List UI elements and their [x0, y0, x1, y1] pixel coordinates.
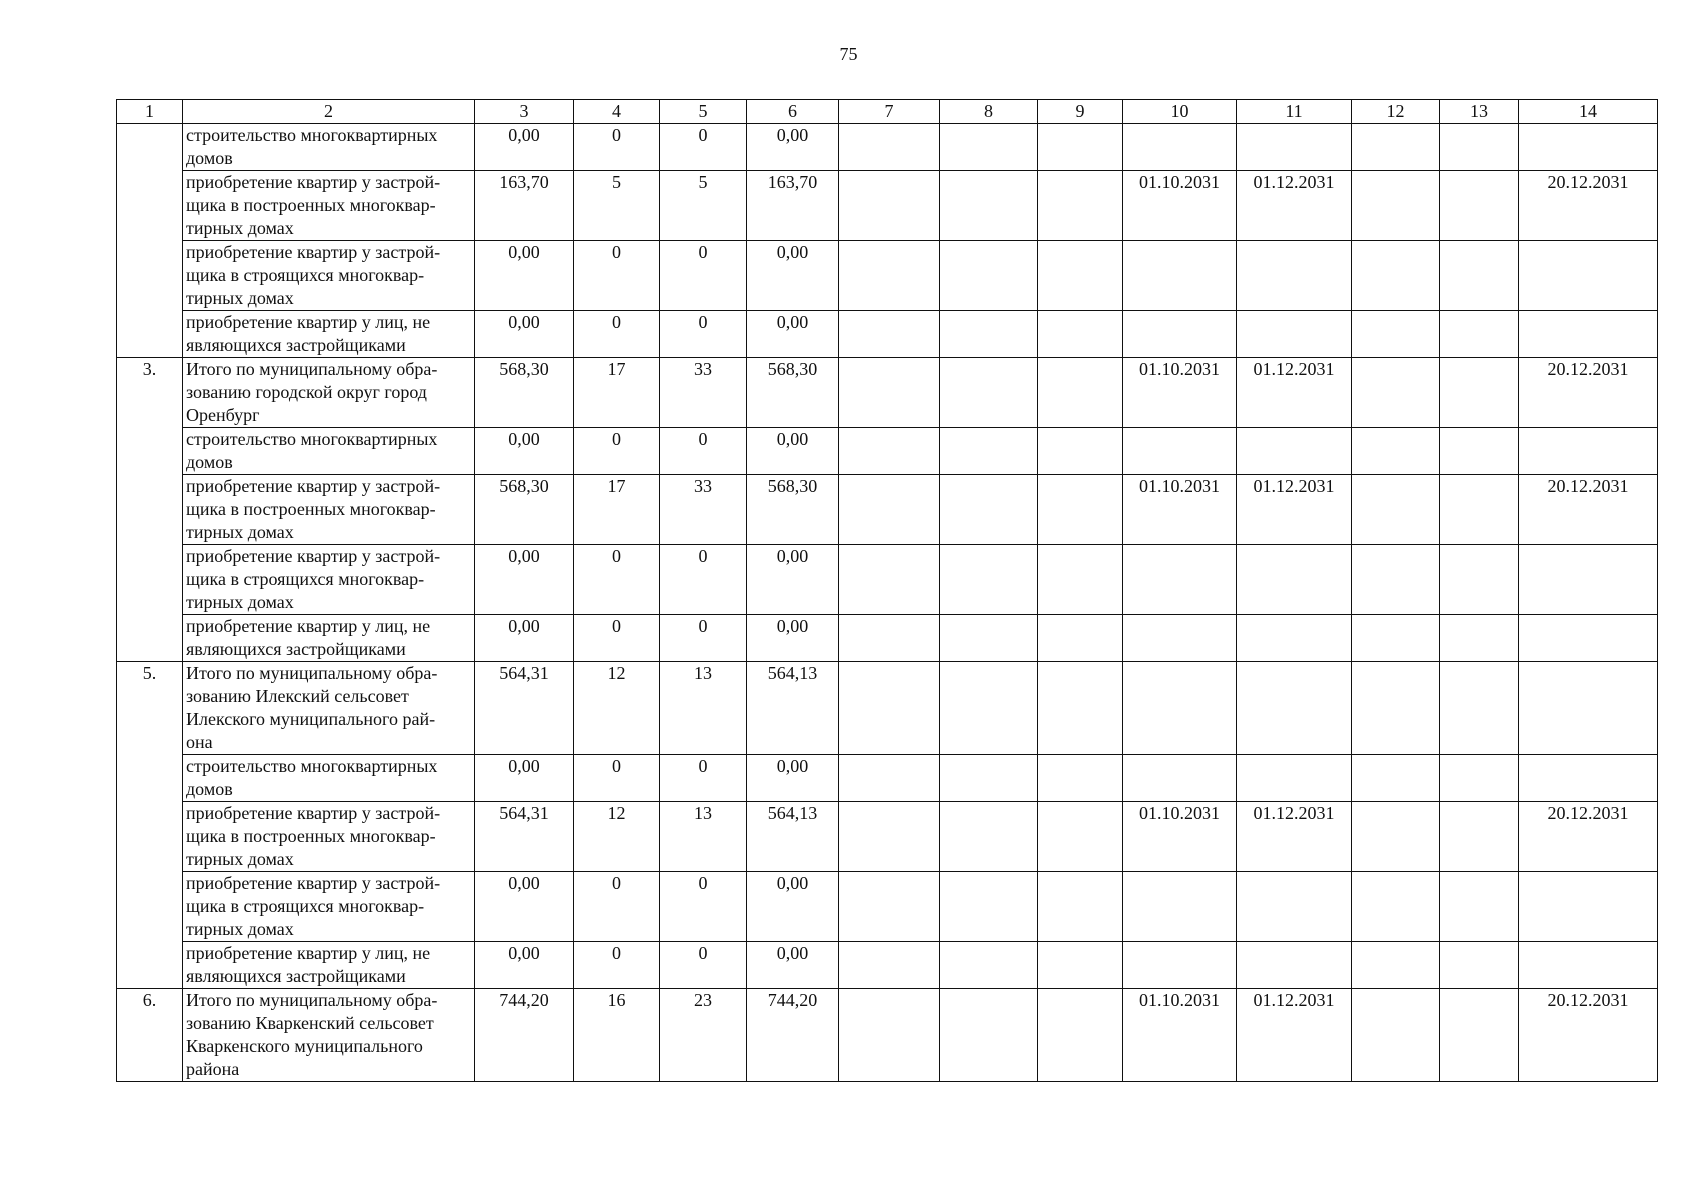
empty-cell-13 [1440, 358, 1519, 428]
row-number-cell [117, 755, 183, 802]
count-cell-5: 0 [660, 428, 747, 475]
amount-cell-6: 0,00 [747, 124, 839, 171]
date-cell-14 [1519, 311, 1658, 358]
empty-cell-8 [940, 755, 1038, 802]
empty-cell-8 [940, 124, 1038, 171]
date-cell-10 [1123, 942, 1237, 989]
amount-cell-6: 564,13 [747, 802, 839, 872]
description-line: приобретение квартир у застрой- [186, 803, 441, 823]
empty-cell-8 [940, 358, 1038, 428]
description-line: домов [186, 452, 233, 472]
row-number-cell [117, 311, 183, 358]
date-cell-14 [1519, 755, 1658, 802]
count-cell-4: 0 [574, 615, 660, 662]
row-number-cell [117, 942, 183, 989]
empty-cell-7 [839, 124, 940, 171]
empty-cell-13 [1440, 662, 1519, 755]
empty-cell-13 [1440, 475, 1519, 545]
count-cell-5: 0 [660, 545, 747, 615]
empty-cell-12 [1352, 989, 1440, 1082]
description-cell [183, 311, 475, 358]
description-line: приобретение квартир у лиц, не [186, 616, 431, 636]
empty-cell-9 [1038, 872, 1123, 942]
description-cell [183, 241, 475, 311]
amount-cell-6: 163,70 [747, 171, 839, 241]
column-header-3: 3 [475, 100, 574, 124]
empty-cell-13 [1440, 311, 1519, 358]
empty-cell-12 [1352, 124, 1440, 171]
date-cell-10: 01.10.2031 [1123, 802, 1237, 872]
empty-cell-9 [1038, 241, 1123, 311]
description-line: тирных домах [186, 592, 294, 612]
description-cell [183, 475, 475, 545]
description-line: тирных домах [186, 849, 294, 869]
empty-cell-9 [1038, 124, 1123, 171]
date-cell-10: 01.10.2031 [1123, 989, 1237, 1082]
date-cell-14 [1519, 662, 1658, 755]
amount-cell: 564,31 [475, 802, 574, 872]
empty-cell-9 [1038, 358, 1123, 428]
empty-cell-13 [1440, 989, 1519, 1082]
amount-cell-6: 568,30 [747, 475, 839, 545]
count-cell-5: 23 [660, 989, 747, 1082]
table-row [117, 358, 1658, 428]
empty-cell-9 [1038, 662, 1123, 755]
amount-cell: 564,31 [475, 662, 574, 755]
table-row [117, 872, 1658, 942]
empty-cell-7 [839, 358, 940, 428]
table-row [117, 942, 1658, 989]
table-row [117, 755, 1658, 802]
amount-cell: 568,30 [475, 358, 574, 428]
count-cell-4: 0 [574, 872, 660, 942]
empty-cell-7 [839, 662, 940, 755]
empty-cell-8 [940, 241, 1038, 311]
date-cell-11 [1237, 124, 1352, 171]
empty-cell-9 [1038, 615, 1123, 662]
date-cell-10 [1123, 311, 1237, 358]
empty-cell-7 [839, 428, 940, 475]
date-cell-14 [1519, 545, 1658, 615]
description-line: щика в строящихся многоквар- [186, 265, 425, 285]
empty-cell-9 [1038, 942, 1123, 989]
count-cell-5: 5 [660, 171, 747, 241]
empty-cell-13 [1440, 802, 1519, 872]
description-line: Оренбург [186, 405, 260, 425]
description-line: приобретение квартир у застрой- [186, 242, 441, 262]
amount-cell: 0,00 [475, 755, 574, 802]
date-cell-14: 20.12.2031 [1519, 475, 1658, 545]
column-header-9: 9 [1038, 100, 1123, 124]
date-cell-14 [1519, 942, 1658, 989]
amount-cell-6: 0,00 [747, 942, 839, 989]
empty-cell-13 [1440, 428, 1519, 475]
empty-cell-12 [1352, 942, 1440, 989]
date-cell-11: 01.12.2031 [1237, 475, 1352, 545]
row-number-cell [117, 428, 183, 475]
date-cell-10 [1123, 428, 1237, 475]
date-cell-10: 01.10.2031 [1123, 358, 1237, 428]
description-line: приобретение квартир у застрой- [186, 546, 441, 566]
empty-cell-12 [1352, 755, 1440, 802]
description-line: приобретение квартир у застрой- [186, 873, 441, 893]
empty-cell-12 [1352, 545, 1440, 615]
empty-cell-7 [839, 241, 940, 311]
description-line: приобретение квартир у застрой- [186, 172, 441, 192]
count-cell-4: 16 [574, 989, 660, 1082]
empty-cell-8 [940, 475, 1038, 545]
count-cell-4: 0 [574, 311, 660, 358]
column-header-6: 6 [747, 100, 839, 124]
date-cell-10 [1123, 241, 1237, 311]
empty-cell-7 [839, 989, 940, 1082]
description-cell [183, 124, 475, 171]
count-cell-4: 0 [574, 942, 660, 989]
date-cell-11: 01.12.2031 [1237, 171, 1352, 241]
description-line: являющихся застройщиками [186, 335, 406, 355]
description-line: она [186, 732, 213, 752]
empty-cell-7 [839, 615, 940, 662]
empty-cell-9 [1038, 755, 1123, 802]
row-number-cell [117, 872, 183, 942]
amount-cell-6: 0,00 [747, 872, 839, 942]
empty-cell-7 [839, 545, 940, 615]
empty-cell-8 [940, 802, 1038, 872]
table-row [117, 545, 1658, 615]
amount-cell: 0,00 [475, 428, 574, 475]
empty-cell-9 [1038, 171, 1123, 241]
empty-cell-12 [1352, 358, 1440, 428]
data-table [116, 99, 1658, 1082]
row-number-cell [117, 545, 183, 615]
description-cell [183, 755, 475, 802]
date-cell-10 [1123, 872, 1237, 942]
description-line: Итого по муниципальному обра- [186, 990, 438, 1010]
description-line: Кваркенского муниципального [186, 1036, 423, 1056]
empty-cell-13 [1440, 241, 1519, 311]
count-cell-4: 0 [574, 124, 660, 171]
count-cell-5: 13 [660, 802, 747, 872]
empty-cell-12 [1352, 311, 1440, 358]
count-cell-5: 0 [660, 615, 747, 662]
date-cell-11: 01.12.2031 [1237, 802, 1352, 872]
description-line: домов [186, 148, 233, 168]
count-cell-4: 0 [574, 428, 660, 475]
description-line: тирных домах [186, 218, 294, 238]
empty-cell-12 [1352, 241, 1440, 311]
count-cell-4: 0 [574, 241, 660, 311]
column-header-10: 10 [1123, 100, 1237, 124]
description-line: приобретение квартир у лиц, не [186, 312, 431, 332]
count-cell-5: 0 [660, 872, 747, 942]
description-line: тирных домах [186, 522, 294, 542]
column-header-12: 12 [1352, 100, 1440, 124]
description-cell [183, 615, 475, 662]
row-number-cell: 5. [117, 662, 183, 755]
description-line: щика в построенных многоквар- [186, 499, 436, 519]
description-line: приобретение квартир у застрой- [186, 476, 441, 496]
table-row [117, 428, 1658, 475]
column-header-4: 4 [574, 100, 660, 124]
description-line: строительство многоквартирных [186, 429, 438, 449]
date-cell-11 [1237, 942, 1352, 989]
date-cell-14 [1519, 124, 1658, 171]
column-header-8: 8 [940, 100, 1038, 124]
empty-cell-9 [1038, 545, 1123, 615]
empty-cell-7 [839, 311, 940, 358]
empty-cell-8 [940, 662, 1038, 755]
table-row [117, 662, 1658, 755]
column-header-13: 13 [1440, 100, 1519, 124]
count-cell-5: 0 [660, 942, 747, 989]
table-row [117, 475, 1658, 545]
count-cell-4: 12 [574, 662, 660, 755]
column-header-2: 2 [183, 100, 475, 124]
empty-cell-13 [1440, 872, 1519, 942]
empty-cell-12 [1352, 615, 1440, 662]
row-number-cell [117, 475, 183, 545]
column-header-11: 11 [1237, 100, 1352, 124]
description-cell [183, 428, 475, 475]
description-line: приобретение квартир у лиц, не [186, 943, 431, 963]
count-cell-5: 0 [660, 124, 747, 171]
description-line: щика в построенных многоквар- [186, 195, 436, 215]
table-row [117, 124, 1658, 171]
count-cell-4: 0 [574, 545, 660, 615]
empty-cell-8 [940, 171, 1038, 241]
column-number-row [117, 100, 1658, 124]
amount-cell: 0,00 [475, 311, 574, 358]
date-cell-11: 01.12.2031 [1237, 989, 1352, 1082]
description-line: тирных домах [186, 288, 294, 308]
table-row [117, 989, 1658, 1082]
empty-cell-9 [1038, 802, 1123, 872]
table-row [117, 311, 1658, 358]
description-line: являющихся застройщиками [186, 639, 406, 659]
description-line: зованию Илекский сельсовет [186, 686, 409, 706]
description-line: района [186, 1059, 240, 1079]
description-line: щика в строящихся многоквар- [186, 896, 425, 916]
description-line: щика в строящихся многоквар- [186, 569, 425, 589]
table-row [117, 171, 1658, 241]
amount-cell: 163,70 [475, 171, 574, 241]
description-line: строительство многоквартирных [186, 756, 438, 776]
description-line: Илекского муниципального рай- [186, 709, 436, 729]
empty-cell-12 [1352, 171, 1440, 241]
empty-cell-12 [1352, 662, 1440, 755]
amount-cell: 0,00 [475, 615, 574, 662]
amount-cell: 744,20 [475, 989, 574, 1082]
empty-cell-9 [1038, 989, 1123, 1082]
row-number-cell: 6. [117, 989, 183, 1082]
description-line: являющихся застройщиками [186, 966, 406, 986]
amount-cell-6: 564,13 [747, 662, 839, 755]
count-cell-4: 12 [574, 802, 660, 872]
amount-cell: 0,00 [475, 942, 574, 989]
count-cell-4: 0 [574, 755, 660, 802]
count-cell-4: 17 [574, 475, 660, 545]
empty-cell-7 [839, 755, 940, 802]
empty-cell-8 [940, 545, 1038, 615]
description-line: тирных домах [186, 919, 294, 939]
date-cell-11 [1237, 755, 1352, 802]
date-cell-10 [1123, 124, 1237, 171]
date-cell-11 [1237, 615, 1352, 662]
description-cell [183, 802, 475, 872]
count-cell-5: 0 [660, 241, 747, 311]
amount-cell-6: 0,00 [747, 755, 839, 802]
amount-cell: 0,00 [475, 241, 574, 311]
empty-cell-13 [1440, 124, 1519, 171]
row-number-cell [117, 615, 183, 662]
table-row [117, 241, 1658, 311]
amount-cell-6: 0,00 [747, 311, 839, 358]
date-cell-10: 01.10.2031 [1123, 475, 1237, 545]
empty-cell-12 [1352, 428, 1440, 475]
amount-cell: 0,00 [475, 872, 574, 942]
empty-cell-13 [1440, 615, 1519, 662]
date-cell-11 [1237, 428, 1352, 475]
date-cell-14 [1519, 241, 1658, 311]
column-header-7: 7 [839, 100, 940, 124]
count-cell-5: 33 [660, 358, 747, 428]
amount-cell-6: 0,00 [747, 428, 839, 475]
description-cell [183, 171, 475, 241]
row-number-cell [117, 124, 183, 171]
empty-cell-7 [839, 872, 940, 942]
amount-cell-6: 744,20 [747, 989, 839, 1082]
amount-cell: 568,30 [475, 475, 574, 545]
table-row [117, 615, 1658, 662]
table-row [117, 802, 1658, 872]
description-cell [183, 872, 475, 942]
row-number-cell [117, 171, 183, 241]
empty-cell-12 [1352, 802, 1440, 872]
empty-cell-7 [839, 802, 940, 872]
description-cell [183, 545, 475, 615]
count-cell-5: 0 [660, 311, 747, 358]
amount-cell-6: 0,00 [747, 615, 839, 662]
date-cell-11: 01.12.2031 [1237, 358, 1352, 428]
count-cell-5: 13 [660, 662, 747, 755]
description-line: зованию городской округ город [186, 382, 427, 402]
empty-cell-13 [1440, 171, 1519, 241]
empty-cell-7 [839, 171, 940, 241]
empty-cell-13 [1440, 755, 1519, 802]
row-number-cell [117, 802, 183, 872]
column-header-1: 1 [117, 100, 183, 124]
empty-cell-12 [1352, 475, 1440, 545]
amount-cell-6: 0,00 [747, 545, 839, 615]
column-header-14: 14 [1519, 100, 1658, 124]
date-cell-10 [1123, 615, 1237, 662]
date-cell-14: 20.12.2031 [1519, 989, 1658, 1082]
description-line: строительство многоквартирных [186, 125, 438, 145]
empty-cell-8 [940, 872, 1038, 942]
empty-cell-9 [1038, 475, 1123, 545]
date-cell-10 [1123, 755, 1237, 802]
description-cell [183, 989, 475, 1082]
date-cell-11 [1237, 545, 1352, 615]
amount-cell: 0,00 [475, 545, 574, 615]
empty-cell-8 [940, 311, 1038, 358]
date-cell-14: 20.12.2031 [1519, 802, 1658, 872]
empty-cell-8 [940, 428, 1038, 475]
empty-cell-13 [1440, 545, 1519, 615]
date-cell-11 [1237, 872, 1352, 942]
description-line: зованию Кваркенский сельсовет [186, 1013, 434, 1033]
count-cell-4: 17 [574, 358, 660, 428]
empty-cell-12 [1352, 872, 1440, 942]
row-number-cell: 3. [117, 358, 183, 428]
count-cell-5: 33 [660, 475, 747, 545]
amount-cell: 0,00 [475, 124, 574, 171]
date-cell-10 [1123, 662, 1237, 755]
empty-cell-7 [839, 942, 940, 989]
empty-cell-8 [940, 615, 1038, 662]
description-line: Итого по муниципальному обра- [186, 359, 438, 379]
description-cell [183, 942, 475, 989]
count-cell-4: 5 [574, 171, 660, 241]
page-number: 75 [839, 44, 858, 64]
empty-cell-9 [1038, 428, 1123, 475]
count-cell-5: 0 [660, 755, 747, 802]
date-cell-10 [1123, 545, 1237, 615]
description-line: щика в построенных многоквар- [186, 826, 436, 846]
amount-cell-6: 0,00 [747, 241, 839, 311]
row-number-cell [117, 241, 183, 311]
amount-cell-6: 568,30 [747, 358, 839, 428]
empty-cell-8 [940, 942, 1038, 989]
date-cell-14: 20.12.2031 [1519, 171, 1658, 241]
description-line: домов [186, 779, 233, 799]
date-cell-14 [1519, 872, 1658, 942]
date-cell-14 [1519, 428, 1658, 475]
description-line: Итого по муниципальному обра- [186, 663, 438, 683]
date-cell-10: 01.10.2031 [1123, 171, 1237, 241]
empty-cell-9 [1038, 311, 1123, 358]
empty-cell-8 [940, 989, 1038, 1082]
date-cell-11 [1237, 241, 1352, 311]
date-cell-14 [1519, 615, 1658, 662]
description-cell [183, 358, 475, 428]
date-cell-11 [1237, 311, 1352, 358]
empty-cell-13 [1440, 942, 1519, 989]
empty-cell-7 [839, 475, 940, 545]
description-cell [183, 662, 475, 755]
column-header-5: 5 [660, 100, 747, 124]
date-cell-11 [1237, 662, 1352, 755]
date-cell-14: 20.12.2031 [1519, 358, 1658, 428]
